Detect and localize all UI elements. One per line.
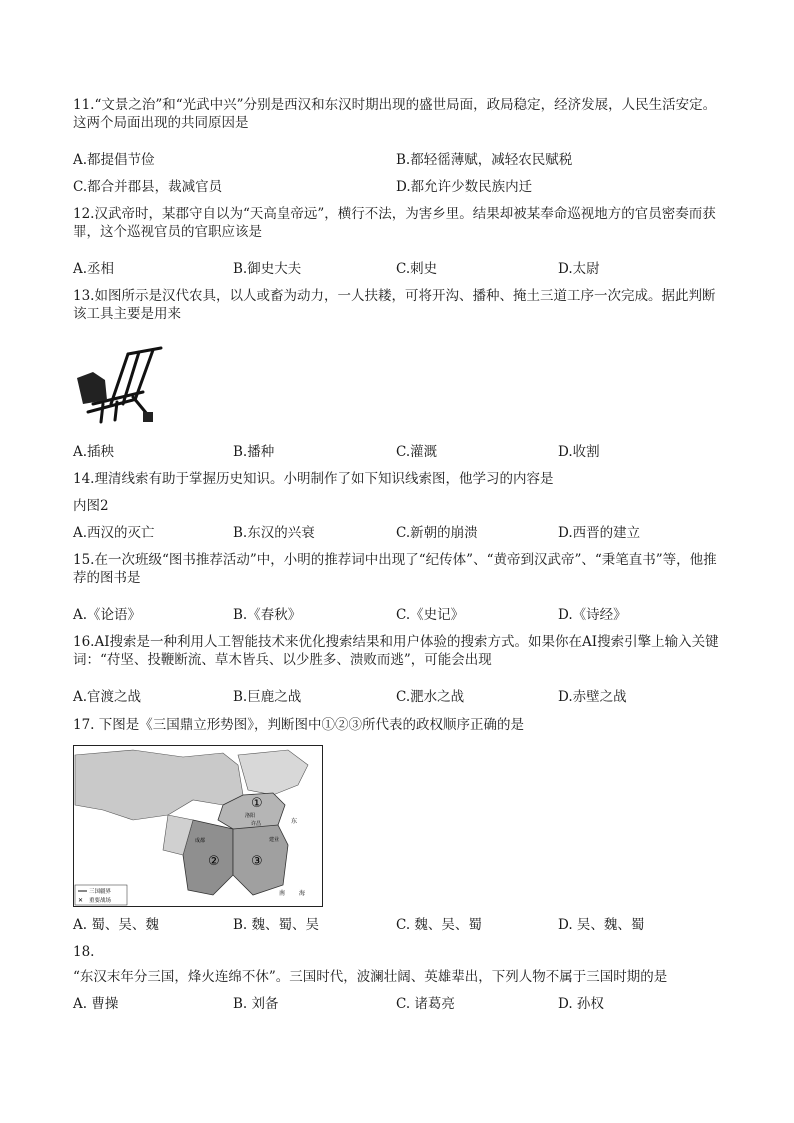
q12-option-d: D.太尉 xyxy=(558,261,600,277)
q14-option-a: A.西汉的灭亡 xyxy=(73,525,155,541)
question-17-stem: 17. 下图是《三国鼎立形势图》，判断图中①②③所代表的政权顺序正确的是 xyxy=(73,717,525,733)
q18-option-a: A. 曹操 xyxy=(73,996,119,1012)
q14-option-d: D.西晋的建立 xyxy=(558,525,641,541)
question-13-stem: 13.如图所示是汉代农具，以人或畜为动力，一人扶耧，可将开沟、播种、掩土三道工序一次完成。据此判断该工具主要是用来 xyxy=(73,288,716,322)
q15-option-a: A.《论语》 xyxy=(73,607,142,623)
q17-option-c: C. 魏、吴、蜀 xyxy=(396,917,482,933)
three-kingdoms-map xyxy=(73,745,323,907)
q16-option-b: B.巨鹿之战 xyxy=(233,689,302,705)
q11-option-c: C.都合并郡县，裁减官员 xyxy=(73,179,223,195)
map-label-xuchang: 许昌 xyxy=(251,821,262,827)
q14-option-c: C.新朝的崩溃 xyxy=(396,525,478,541)
q17-option-b: B. 魏、蜀、吴 xyxy=(233,917,320,933)
map-label-1: ① xyxy=(251,796,263,811)
q13-option-c: C.灌溉 xyxy=(396,444,438,460)
q14-option-b: B.东汉的兴衰 xyxy=(233,525,315,541)
map-label-east: 东 xyxy=(291,818,298,825)
q12-option-b: B.御史大夫 xyxy=(233,261,302,277)
map-legend-battle: 重要战场 xyxy=(89,898,112,904)
q11-option-b: B.都轻徭薄赋，减轻农民赋税 xyxy=(396,152,573,168)
map-label-3: ③ xyxy=(251,854,263,869)
q12-option-a: A.丞相 xyxy=(73,261,115,277)
q17-option-d: D. 吴、魏、蜀 xyxy=(558,917,645,933)
q17-option-a: A. 蜀、吴、魏 xyxy=(73,917,159,933)
map-legend-border: 三国疆界 xyxy=(89,889,112,895)
q18-option-d: D. 孙权 xyxy=(558,996,604,1012)
q15-option-b: B.《春秋》 xyxy=(233,607,302,623)
q13-option-b: B.播种 xyxy=(233,444,275,460)
map-label-2: ② xyxy=(208,854,220,869)
map-label-chengdu: 成都 xyxy=(195,838,206,844)
map-label-south: 南 xyxy=(279,890,286,897)
q15-option-d: D.《诗经》 xyxy=(558,607,627,623)
q11-option-d: D.都允许少数民族内迁 xyxy=(396,179,533,195)
q16-option-a: A.官渡之战 xyxy=(73,689,142,705)
q13-option-d: D.收割 xyxy=(558,444,600,460)
map-label-jianye: 建业 xyxy=(269,837,280,843)
q14-figure-placeholder: 内图2 xyxy=(73,498,109,514)
question-18-number: 18. xyxy=(73,944,95,960)
question-16-stem: 16.AI搜索是一种利用人工智能技术来优化搜索结果和用户体验的搜索方式。如果你在AI搜索引擎上输入关键词：“苻坚、投鞭断流、草木皆兵、以少胜多、溃败而逃”，可能会出现 xyxy=(73,634,719,668)
q18-option-c: C. 诸葛亮 xyxy=(396,996,455,1012)
q15-option-c: C.《史记》 xyxy=(396,607,465,623)
q18-option-b: B. 刘备 xyxy=(233,996,279,1012)
q16-option-c: C.淝水之战 xyxy=(396,689,465,705)
question-18-stem: “东汉末年分三国，烽火连绵不休”。三国时代，波澜壮阔、英雄辈出，下列人物不属于三国时期的是 xyxy=(73,969,668,985)
question-15-stem: 15.在一次班级“图书推荐活动”中，小明的推荐词中出现了“纪传体”、“黄帝到汉武帝”、“秉笔直书”等，他推荐的图书是 xyxy=(73,552,717,586)
question-11-stem: 11.“文景之治”和“光武中兴”分别是西汉和东汉时期出现的盛世局面，政局稳定，经济发展，人民生活安定。这两个局面出现的共同原因是 xyxy=(73,97,717,131)
q12-option-c: C.刺史 xyxy=(396,261,438,277)
map-label-sea: 海 xyxy=(299,890,306,897)
q13-option-a: A.插秧 xyxy=(73,444,115,460)
svg-text:✕: ✕ xyxy=(78,897,84,904)
han-seed-drill-image xyxy=(73,342,168,428)
question-14-stem: 14.理清线索有助于掌握历史知识。小明制作了如下知识线索图，他学习的内容是 xyxy=(73,471,554,487)
map-label-luoyang: 洛阳 xyxy=(245,813,256,819)
q11-option-a: A.都提倡节俭 xyxy=(73,152,155,168)
question-12-stem: 12.汉武帝时，某郡守自以为“天高皇帝远”，横行不法，为害乡里。结果却被某奉命巡视地方的官员密奏而获罪，这个巡视官员的官职应该是 xyxy=(73,206,716,240)
q16-option-d: D.赤壁之战 xyxy=(558,689,627,705)
